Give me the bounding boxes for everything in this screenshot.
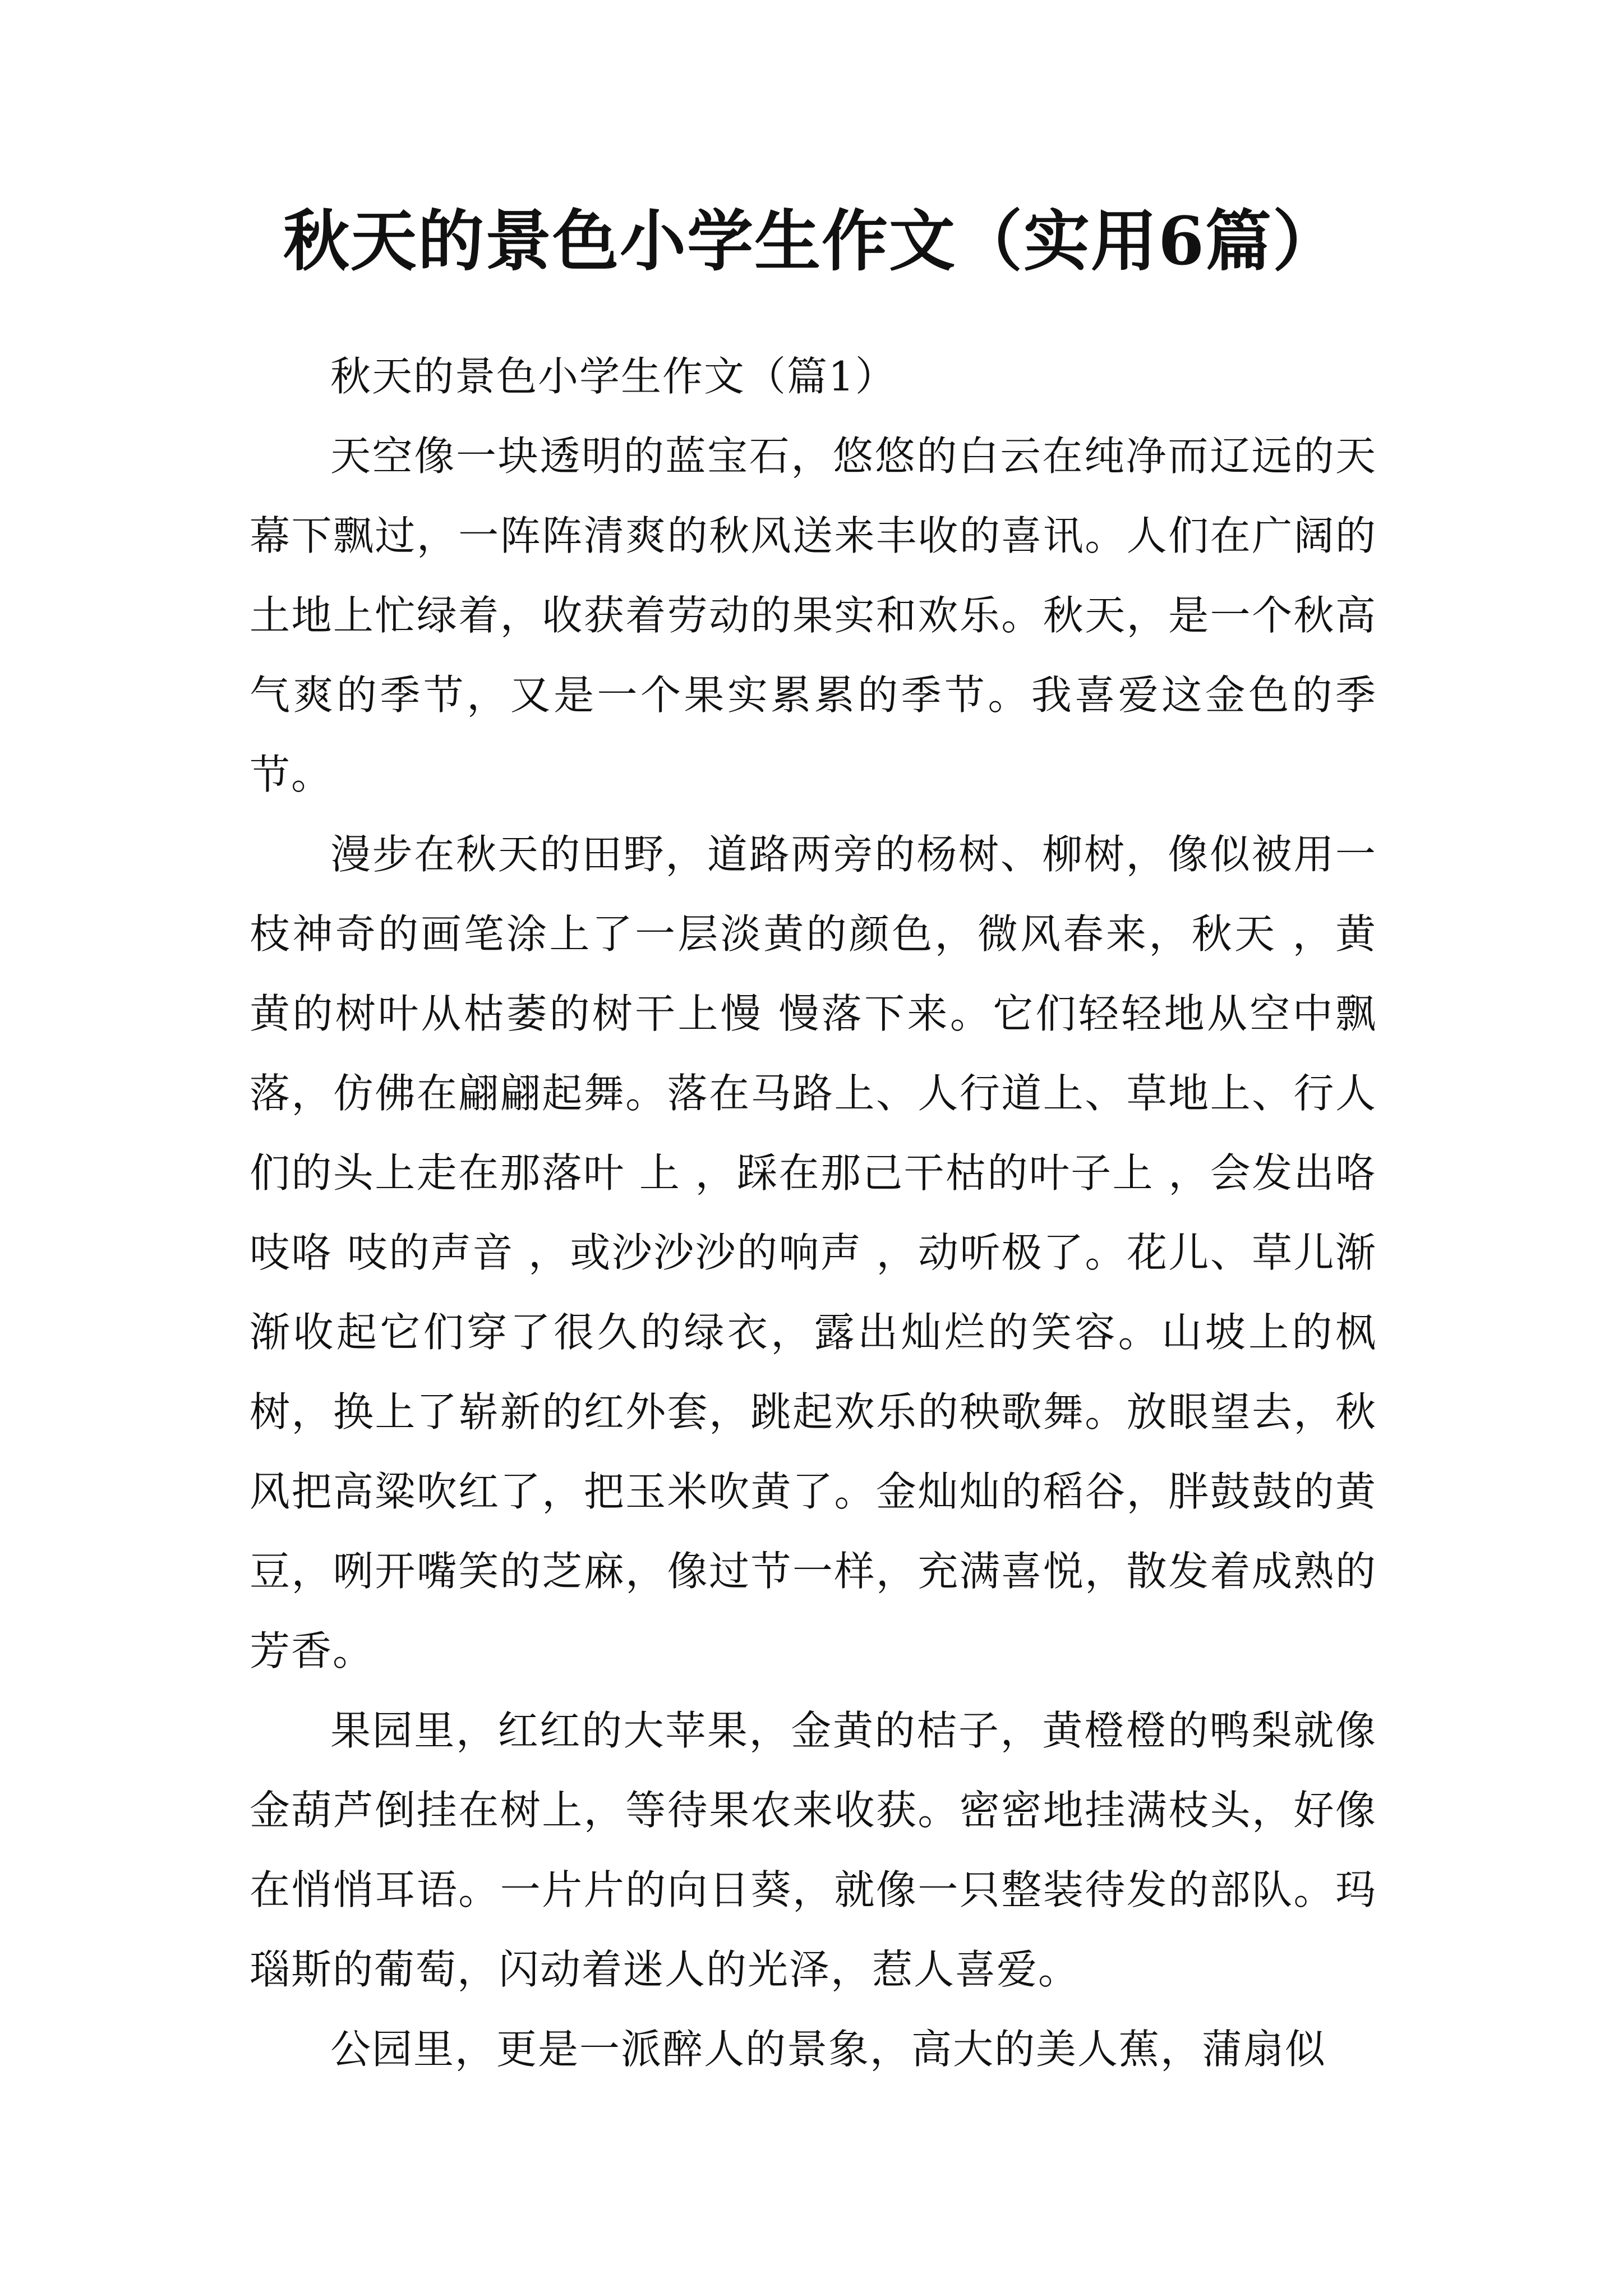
paragraph: 天空像一块透明的蓝宝石，悠悠的白云在纯净而辽远的天幕下飘过，一阵阵清爽的秋风送来丰收的喜讯。人们在广阔的土地上忙绿着，收获着劳动的果实和欢乐。秋天，是一个秋高气爽的季节，又是一个果实累累的季节。我喜爱这金色的季节。 xyxy=(250,432,1377,798)
paragraph: 漫步在秋天的田野，道路两旁的杨树、柳树，像似被用一枝神奇的画笔涂上了一层淡黄的颜色，微风春来，秋天 ，黄黄的树叶从枯萎的树干上慢 慢落下来。它们轻轻地从空中飘落，仿佛在翩翩起舞。落在马路上、人行道上、草地上、行人们的头上走在那落叶 上 ，踩在那己干枯的叶子上 ，会发出咯吱咯 吱的声音 ，或沙沙沙的响声 ，动听极了。花儿、草儿渐渐收起它们穿了很久的绿衣，露出灿烂的笑容。山坡上的枫树，换上了崭新的红外套，跳起欢乐的秧歌舞。放眼望去，秋风把高粱吹红了，把玉米吹黄了。金灿灿的稻谷，胖鼓鼓的黄豆，咧开嘴笑的芝麻，像过节一样，充满喜悦，散发着成熟的芳香。 xyxy=(250,831,1377,1674)
paragraph: 公园里，更是一派醉人的景象，高大的美人蕉，蒲扇似 xyxy=(330,2026,1327,2073)
section-heading: 秋天的景色小学生作文（篇1） xyxy=(330,353,897,400)
document-body xyxy=(250,337,1377,2089)
document-title: 秋天的景色小学生作文（实用6篇） xyxy=(283,202,1340,280)
paragraph: 果园里，红红的大苹果，金黄的桔子，黄橙橙的鸭梨就像金葫芦倒挂在树上，等待果农来收获。密密地挂满枝头，好像在悄悄耳语。一片片的向日葵，就像一只整装待发的部队。玛瑙斯的葡萄，闪动着迷人的光泽，惹人喜爱。 xyxy=(250,1707,1377,1993)
